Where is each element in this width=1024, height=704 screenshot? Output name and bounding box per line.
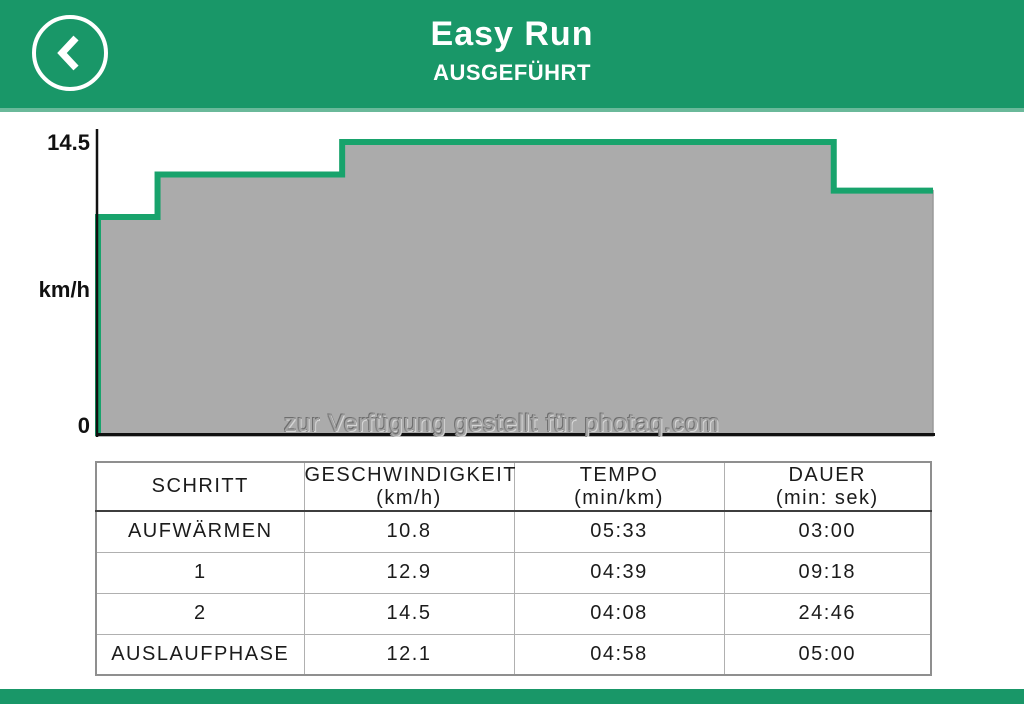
table-cell: 04:08 xyxy=(514,593,724,634)
table-cell: 05:00 xyxy=(724,634,931,675)
table-row xyxy=(96,511,931,552)
table-cell: 04:58 xyxy=(514,634,724,675)
column-header: DAUER (min: sek) xyxy=(724,462,931,511)
table-header xyxy=(96,462,931,511)
table-cell: AUSLAUFPHASE xyxy=(96,634,304,675)
header-text xyxy=(0,16,1024,86)
table-cell: 04:39 xyxy=(514,552,724,593)
bottom-accent-bar xyxy=(0,689,1024,704)
table-cell: 05:33 xyxy=(514,511,724,552)
table-cell: 10.8 xyxy=(304,511,514,552)
table-cell: 03:00 xyxy=(724,511,931,552)
table-row xyxy=(96,593,931,634)
speed-step-chart xyxy=(0,112,1024,451)
table-cell: 12.9 xyxy=(304,552,514,593)
table-row xyxy=(96,634,931,675)
table-cell: 1 xyxy=(96,552,304,593)
table-header-row xyxy=(96,462,931,511)
svg-text:0: 0 xyxy=(77,413,90,438)
app-header xyxy=(0,0,1024,112)
table-row xyxy=(96,552,931,593)
table-cell: 09:18 xyxy=(724,552,931,593)
table-cell: 2 xyxy=(96,593,304,634)
svg-text:km/h: km/h xyxy=(38,277,90,302)
table-cell: AUFWÄRMEN xyxy=(96,511,304,552)
workout-steps-table xyxy=(95,461,932,676)
table-cell: 12.1 xyxy=(304,634,514,675)
page-title: Easy Run xyxy=(430,15,594,53)
column-header: TEMPO (min/km) xyxy=(514,462,724,511)
column-header: GESCHWINDIGKEIT (km/h) xyxy=(304,462,514,511)
page-subtitle: AUSGEFÜHRT xyxy=(433,60,591,85)
svg-text:14.5: 14.5 xyxy=(47,130,90,155)
table-body xyxy=(96,511,931,675)
table-cell: 24:46 xyxy=(724,593,931,634)
table-cell: 14.5 xyxy=(304,593,514,634)
column-header: SCHRITT xyxy=(96,462,304,511)
watermark-text: zur Verfügung gestellt für photaq.com xyxy=(284,410,720,437)
chart-svg xyxy=(0,112,1024,451)
